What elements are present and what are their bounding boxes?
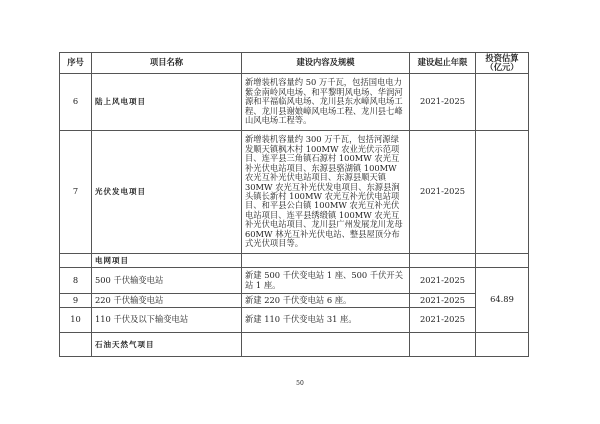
table-row xyxy=(60,333,529,357)
row-no xyxy=(60,333,92,357)
row-period xyxy=(410,254,476,268)
row-no xyxy=(60,254,92,268)
table-row xyxy=(60,268,529,294)
grid-investment-value: 64.89 xyxy=(476,268,529,333)
table-row xyxy=(60,308,529,333)
header-name: 项目名称 xyxy=(92,53,242,74)
row-name: 500 千伏输变电站 xyxy=(92,268,242,294)
table-row xyxy=(60,74,529,131)
row-content: 新建 220 千伏变电站 6 座。 xyxy=(242,294,410,308)
row-invest xyxy=(476,254,529,268)
header-no: 序号 xyxy=(60,53,92,74)
row-name: 电网项目 xyxy=(92,254,242,268)
row-invest xyxy=(476,74,529,131)
header-invest: 投资估算（亿元） xyxy=(476,53,529,74)
row-content: 新建 500 千伏变电站 1 座、500 千伏开关站 1 座。 xyxy=(242,268,410,294)
page-number: 50 xyxy=(296,380,304,387)
row-content: 新建 110 千伏变电站 31 座。 xyxy=(242,308,410,333)
table-row xyxy=(60,294,529,308)
row-no: 6 xyxy=(60,74,92,131)
row-period: 2021-2025 xyxy=(410,294,476,308)
row-period xyxy=(410,333,476,357)
row-content xyxy=(242,254,410,268)
row-no: 8 xyxy=(60,268,92,294)
row-period: 2021-2025 xyxy=(410,74,476,131)
row-name: 陆上风电项目 xyxy=(92,74,242,131)
header-period: 建设起止年限 xyxy=(410,53,476,74)
table-row xyxy=(60,131,529,254)
row-name: 220 千伏输变电站 xyxy=(92,294,242,308)
row-no: 7 xyxy=(60,131,92,254)
row-name: 石油天然气项目 xyxy=(92,333,242,357)
row-content: 新增装机容量约 300 万千瓦，包括河源绿发顺天镇枫木村 100MW 农业光伏示范项目、连平县三角镇石源村 100MW 农光互补光伏电站项目、东源县骆湖镇 100MW 农光互补光伏电站项目、东源县顺天镇 30MW 农光互补光伏发电项目、东源县涧头镇长新村 100MW 农光互补光伏电站项目、和平县公白镇 100MW 农光互补光伏电站项目、连平县绣缎镇 100MW 农光互补光伏电站项目、龙川县广州发展龙川龙母 60MW 林光互补光伏电站、整县屋顶分布式光伏项目等。 xyxy=(242,131,410,254)
header-content: 建设内容及规模 xyxy=(242,53,410,74)
row-period: 2021-2025 xyxy=(410,131,476,254)
row-no: 9 xyxy=(60,294,92,308)
row-period: 2021-2025 xyxy=(410,308,476,333)
table-row xyxy=(60,254,529,268)
row-invest xyxy=(476,131,529,254)
project-table xyxy=(59,52,529,357)
table-header xyxy=(60,53,529,74)
row-invest xyxy=(476,333,529,357)
row-content xyxy=(242,333,410,357)
row-name: 光伏发电项目 xyxy=(92,131,242,254)
row-content: 新增装机容量约 50 万千瓦，包括国电电力紫金南岭风电场、和平黎明风电场、华润河源和平福临风电场、龙川县东水嶂风电场工程、龙川县谢娘嶂风电场工程、龙川县七峰山风电场工程等。 xyxy=(242,74,410,131)
row-name: 110 千伏及以下输变电站 xyxy=(92,308,242,333)
row-period: 2021-2025 xyxy=(410,268,476,294)
row-no: 10 xyxy=(60,308,92,333)
